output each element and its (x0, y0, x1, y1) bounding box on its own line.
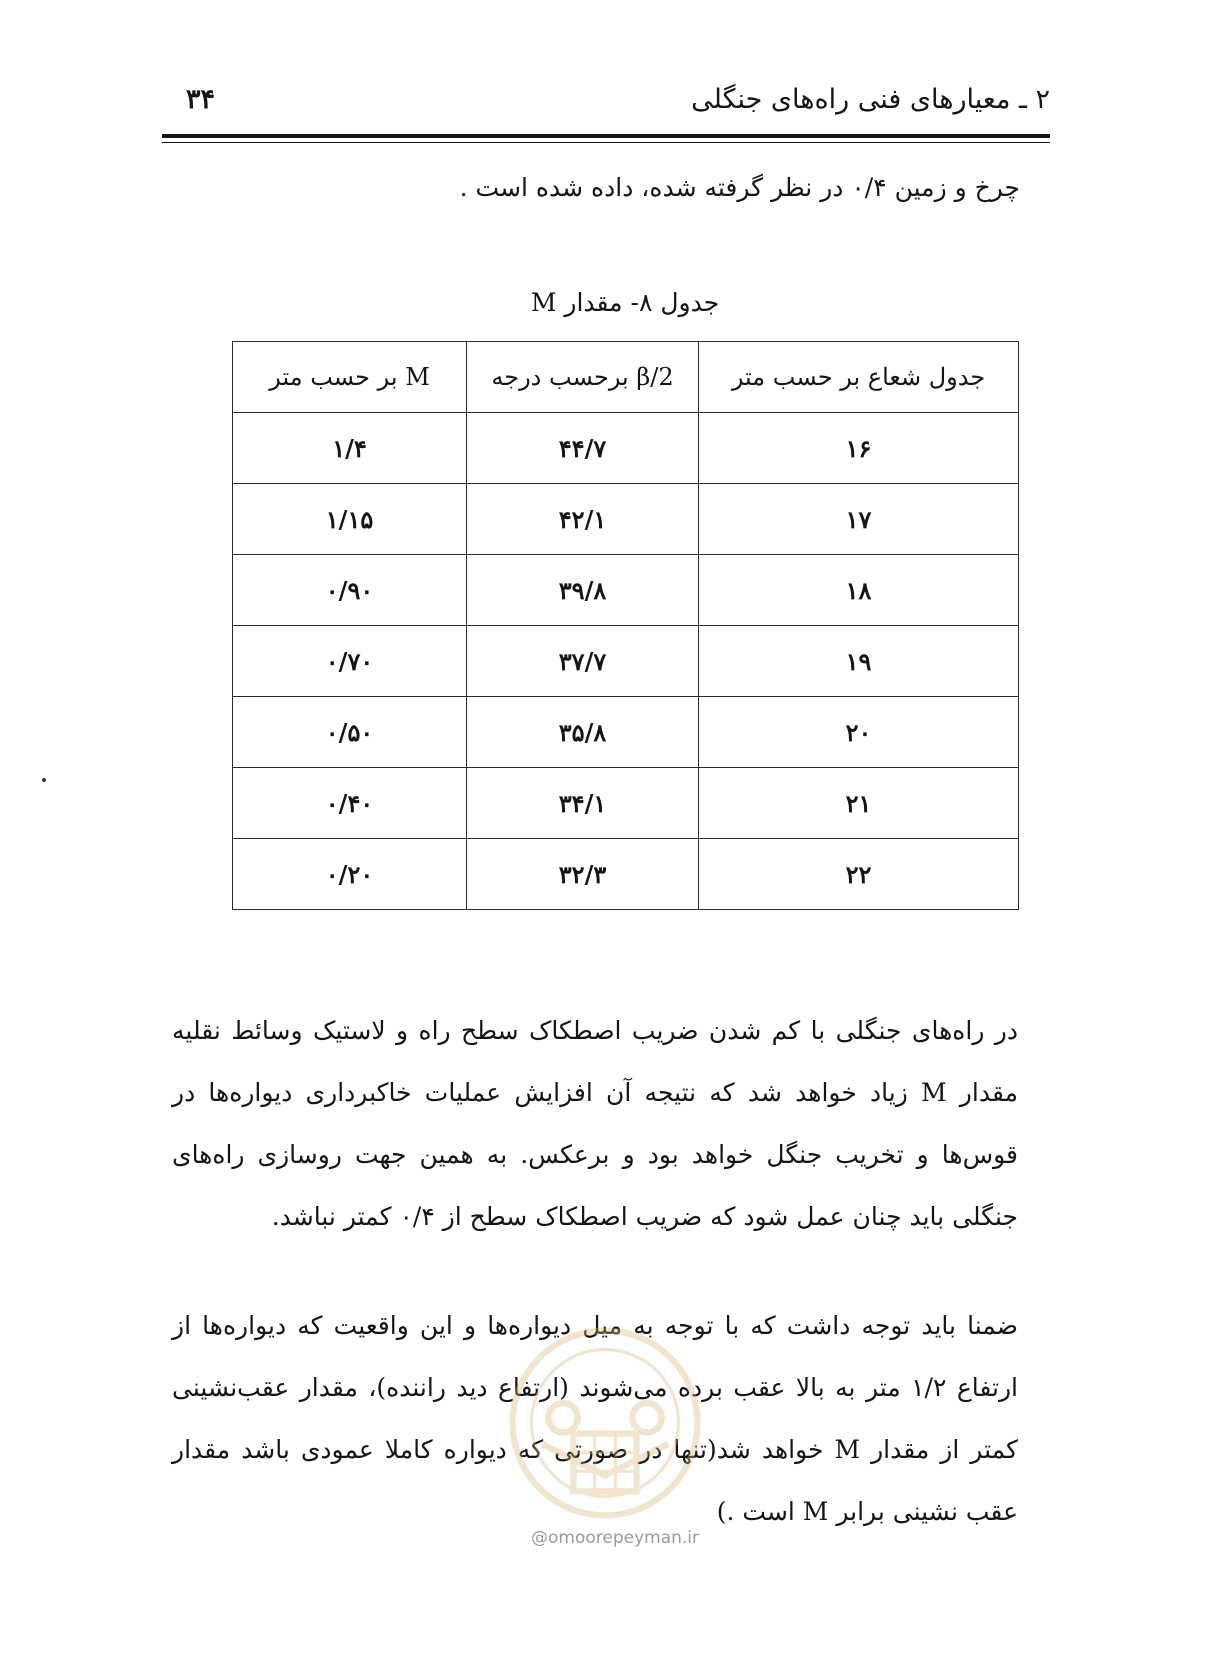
header-radius: جدول شعاع بر حسب متر (699, 342, 1019, 413)
cell-beta: ۳۷/۷ (467, 626, 699, 697)
cell-beta: ۳۹/۸ (467, 555, 699, 626)
cell-radius: ۲۱ (699, 768, 1019, 839)
cell-m: ۰/۹۰ (233, 555, 467, 626)
table-row (233, 768, 1019, 839)
cell-m: ۰/۲۰ (233, 839, 467, 910)
cell-m: ۱/۱۵ (233, 484, 467, 555)
watermark-seal-icon (500, 1318, 710, 1528)
running-header-title: ۲ ـ معیارهای فنی راه‌های جنگلی (691, 84, 1050, 115)
paragraph-friction: در راه‌های جنگلی با کم شدن ضریب اصطکاک سطح راه و لاستیک وسائط نقلیه مقدار M زیاد خواهد شد که نتیجه آن افزایش عملیات خاکبرداری دیواره‌ها در قوس‌ها و تخریب جنگل خواهد بود و برعکس. به همین جهت روسازی راه‌های جنگلی باید چنان عمل شود که ضریب اصطکاک سطح از ۰/۴ کمتر نباشد. (172, 1016, 1018, 1231)
scan-speck (42, 778, 46, 782)
table-row (233, 555, 1019, 626)
intro-line: چرخ و زمین ۰/۴ در نظر گرفته شده، داده شده است . (459, 173, 1020, 202)
page-number: ۳۴ (186, 84, 216, 115)
paragraph-setback: ضمنا باید توجه داشت که با توجه به میل دیواره‌ها و این واقعیت که دیواره‌ها از ارتفاع ۱/۲ متر به بالا عقب برده می‌شوند (ارتفاع دید راننده)، مقدار عقب‌نشینی کمتر از مقدار M خواهد شد(تنها در صورتی که دیواره کاملا عمودی باشد مقدار عقب نشینی برابر M است .) (172, 1311, 1018, 1526)
cell-beta: ۴۴/۷ (467, 413, 699, 484)
header-rule-thick (162, 134, 1050, 138)
cell-m: ۰/۵۰ (233, 697, 467, 768)
cell-radius: ۱۶ (699, 413, 1019, 484)
header-beta: β/2 برحسب درجه (467, 342, 699, 413)
m-value-table (232, 341, 1019, 910)
cell-beta: ۳۲/۳ (467, 839, 699, 910)
table-row (233, 839, 1019, 910)
page-header (162, 80, 1050, 130)
cell-radius: ۱۷ (699, 484, 1019, 555)
cell-beta: ۴۲/۱ (467, 484, 699, 555)
cell-radius: ۲۲ (699, 839, 1019, 910)
table-header-row (233, 342, 1019, 413)
table-row (233, 484, 1019, 555)
cell-beta: ۳۵/۸ (467, 697, 699, 768)
header-m: M بر حسب متر (233, 342, 467, 413)
cell-radius: ۲۰ (699, 697, 1019, 768)
table-row (233, 697, 1019, 768)
cell-m: ۰/۷۰ (233, 626, 467, 697)
cell-radius: ۱۸ (699, 555, 1019, 626)
table-caption: جدول ۸- مقدار M (530, 288, 720, 317)
table-row (233, 626, 1019, 697)
cell-m: ۱/۴ (233, 413, 467, 484)
cell-m: ۰/۴۰ (233, 768, 467, 839)
watermark-caption: @omoorepeyman.ir (530, 1528, 700, 1548)
header-rule-thin (162, 142, 1050, 143)
cell-radius: ۱۹ (699, 626, 1019, 697)
cell-beta: ۳۴/۱ (467, 768, 699, 839)
table-row (233, 413, 1019, 484)
